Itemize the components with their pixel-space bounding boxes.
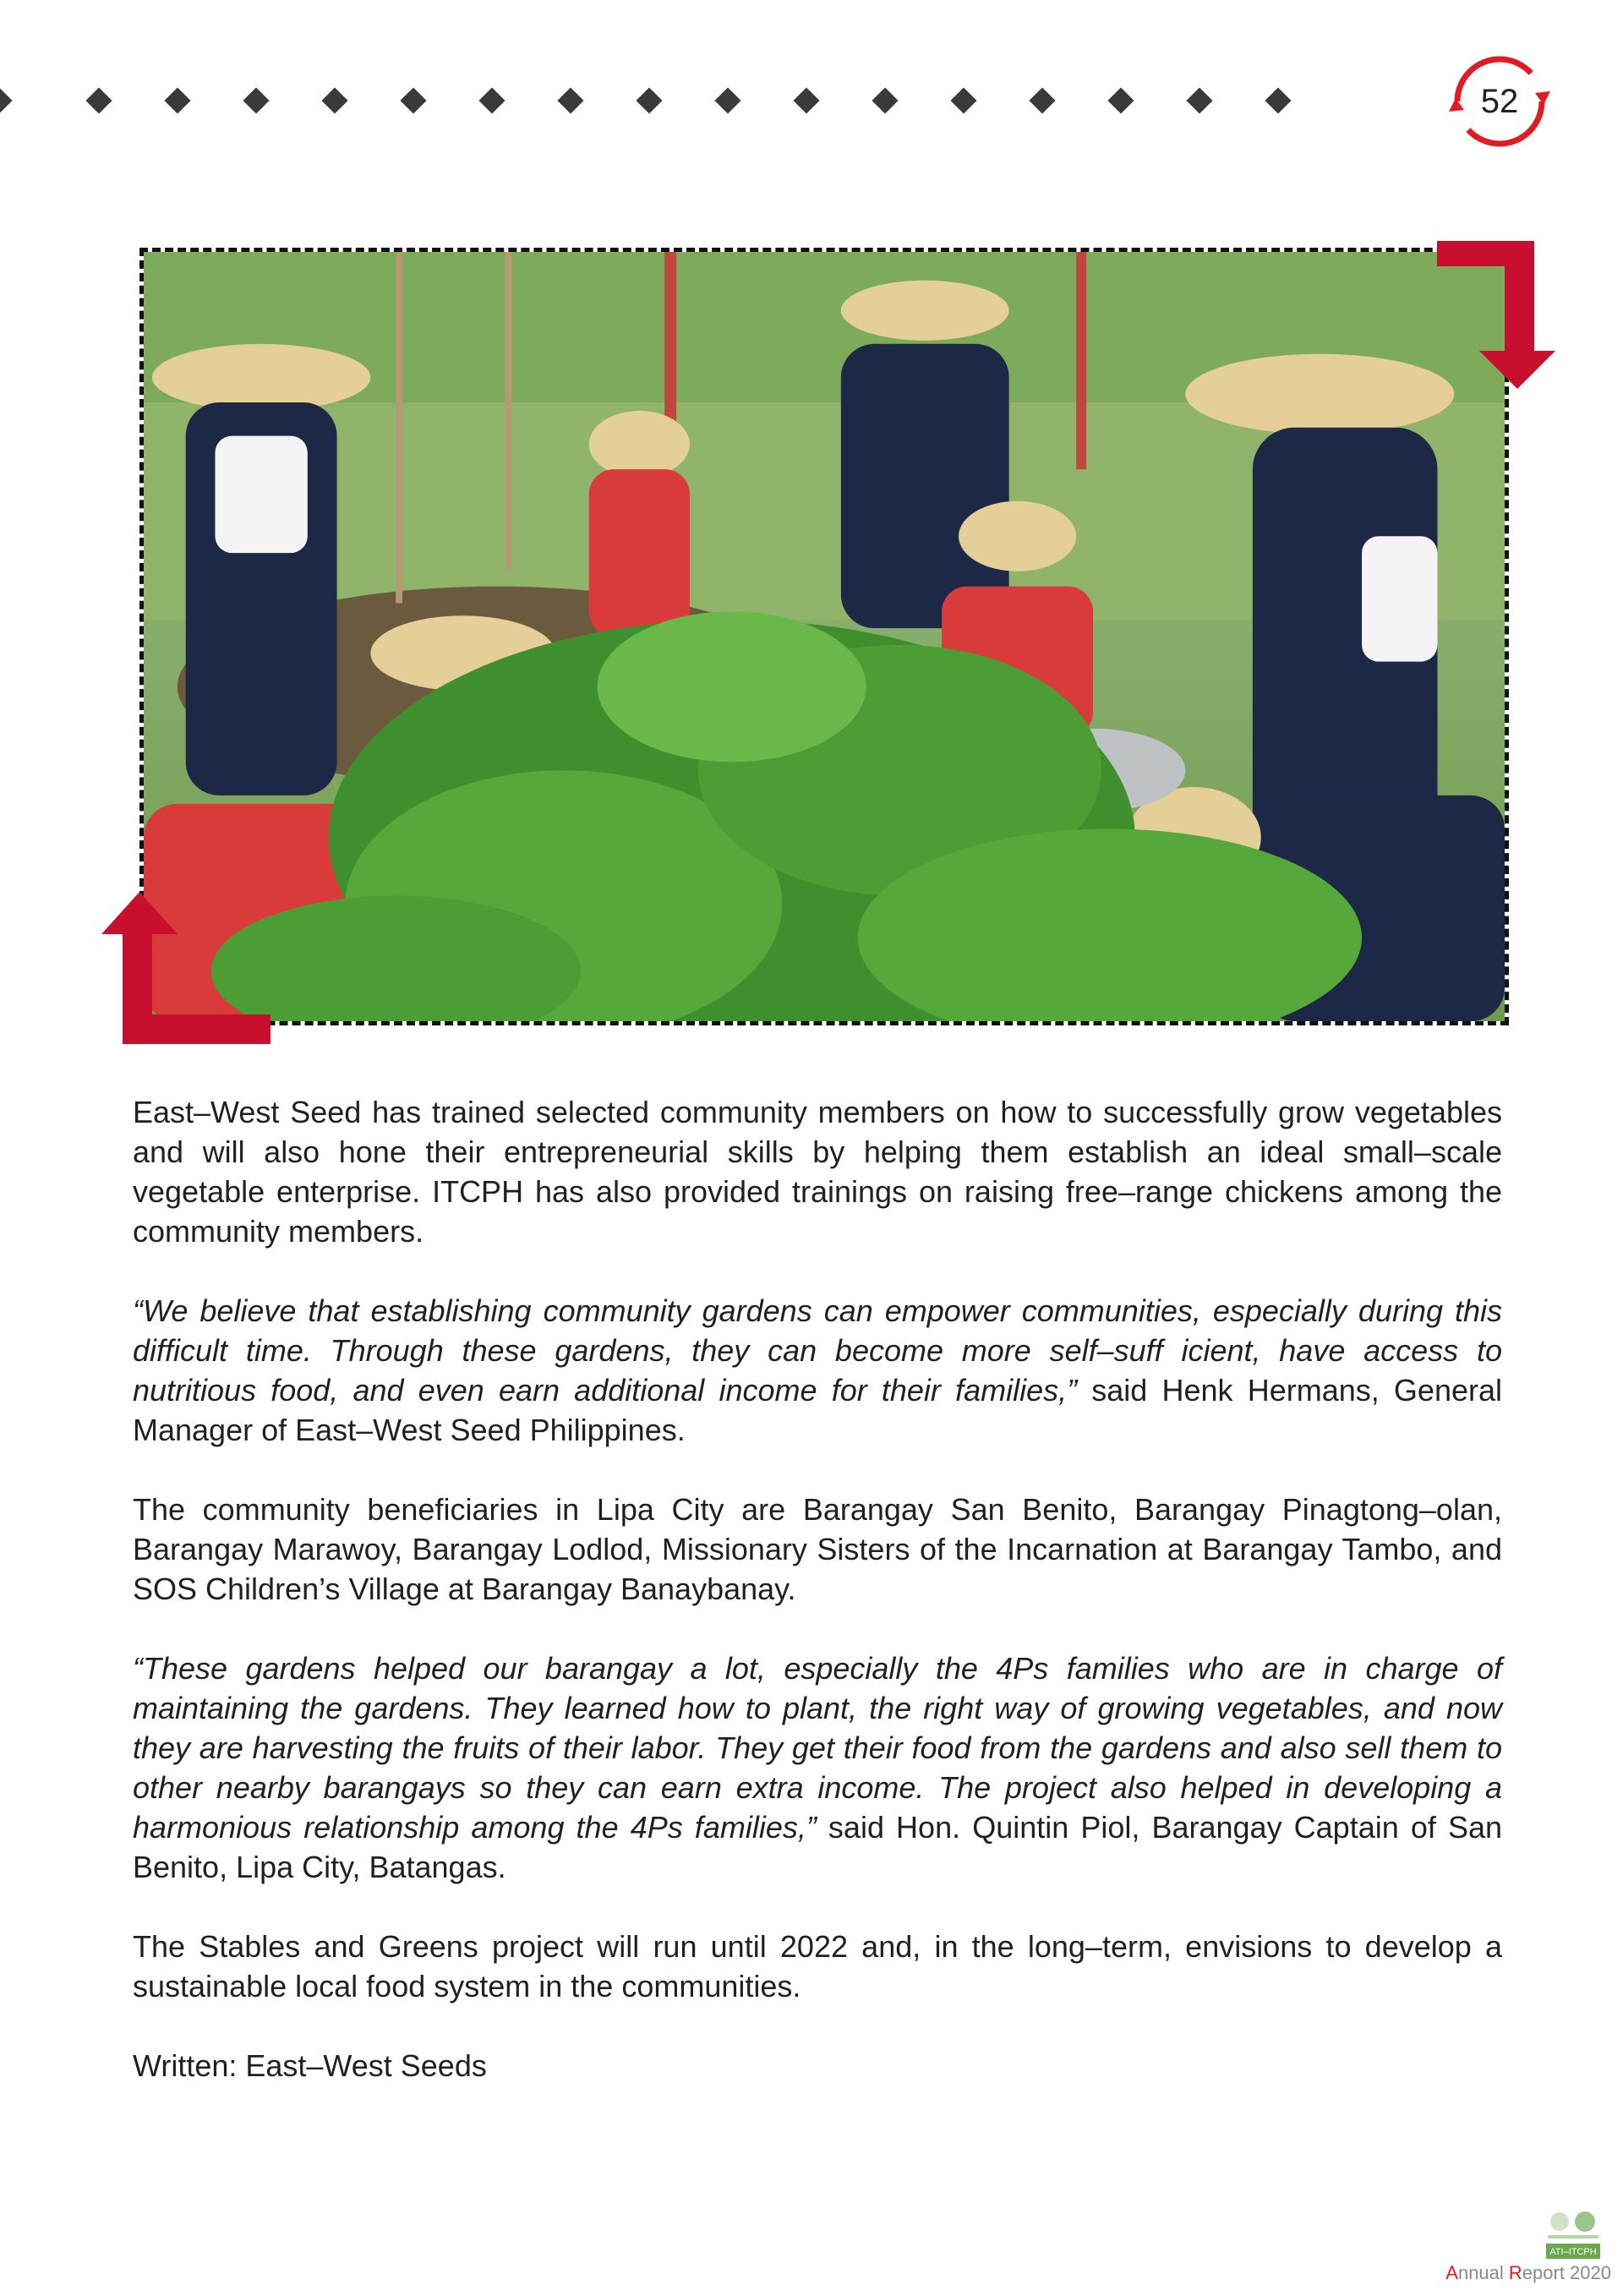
diamond-icon <box>1265 87 1291 113</box>
diamond-icon <box>0 87 13 113</box>
paragraph-quote-piol <box>133 1648 1502 1887</box>
report-initial-a: A <box>1445 2262 1458 2283</box>
diamond-icon <box>1029 87 1055 113</box>
diamond-icon <box>478 87 505 113</box>
diamond-icon <box>85 87 112 113</box>
diamond-icon <box>1107 87 1134 113</box>
ati-logo-icon <box>1543 2210 1604 2262</box>
diamond-icon <box>714 87 740 113</box>
article-body <box>133 1092 1502 2125</box>
report-initial-r: R <box>1508 2262 1522 2283</box>
diamond-icon <box>557 87 583 113</box>
corner-arrow-down-icon <box>1437 241 1555 389</box>
diamond-icon <box>321 87 347 113</box>
paragraph-beneficiaries: The community beneficiaries in Lipa City are Barangay San Benito, Barangay Pinagtong–olan, Barangay Marawoy, Barangay Lodlod, Missionary Sisters of the Incarnation at Barangay Tambo, and SOS Children’s Village at Barangay Banaybanay. <box>133 1492 1502 1606</box>
diamond-icon <box>1186 87 1212 113</box>
diamond-icon <box>243 87 269 113</box>
attribution-hermans: said Henk Hermans, General Manager of East–West Seed Philippines. <box>133 1373 1502 1447</box>
page-number: 52 <box>1480 82 1519 120</box>
report-word-annual: nnual <box>1457 2262 1509 2283</box>
attribution-piol: said Hon. Quintin Piol, Barangay Captain of San Benito, Lipa City, Batangas. <box>133 1810 1503 1884</box>
diamond-icon <box>636 87 662 113</box>
diamond-icon <box>872 87 898 113</box>
report-word-report-year: eport 2020 <box>1522 2262 1611 2283</box>
diamond-divider <box>0 85 1319 118</box>
diamond-icon <box>793 87 819 113</box>
diamond-icon <box>164 87 190 113</box>
byline: Written: East–West Seeds <box>133 2048 487 2083</box>
garden-photo <box>139 248 1509 1025</box>
paragraph-project-timeline: The Stables and Greens project will run until 2022 and, in the long–term, envisions to develop a sustainable local food system in the communities. <box>133 1929 1502 2004</box>
paragraph-quote-hermans <box>133 1291 1502 1450</box>
photo-garden-icon <box>144 252 1505 1021</box>
quote-piol: “These gardens helped our barangay a lot, especially the 4Ps families who are in charge of maintaining the gardens. They learned how to plant, the right way of growing vegetables, and now they are harvesting the fruits of their labor. They get their food from the gardens and also sell them to other nearby barangays so they can earn extra income. The project also helped in developing a harmonious relationship among the 4Ps families,” <box>133 1651 1502 1845</box>
report-footer-label <box>1429 2262 1611 2284</box>
diamond-icon <box>400 87 426 113</box>
corner-arrow-up-icon <box>101 892 270 1044</box>
quote-hermans: “We believe that establishing community gardens can empower communities, especially during this difficult time. Through these gardens, they can become more self–suff icient, have access to nutritious food, and even earn additional income for their families,” <box>133 1293 1502 1408</box>
diamond-icon <box>950 87 976 113</box>
paragraph-training: East–West Seed has trained selected community members on how to successfully grow vegetables and will also hone their entrepreneurial skills by helping them establish an ideal small–scale vegetable enterprise. ITCPH has also provided trainings on raising free–range chickens among the community members. <box>133 1095 1502 1249</box>
ati-itcph-logo <box>1543 2210 1604 2262</box>
logo-label: ATI–ITCPH <box>1549 2247 1597 2257</box>
photo-frame <box>101 241 1555 1044</box>
page-number-badge <box>1447 49 1552 154</box>
